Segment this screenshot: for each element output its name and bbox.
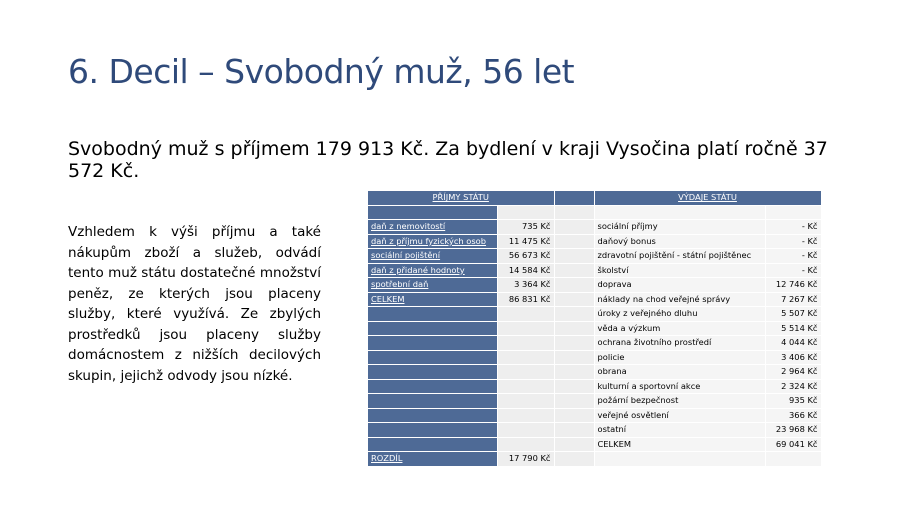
expense-label: CELKEM — [594, 437, 765, 452]
income-label — [368, 365, 497, 380]
income-label — [368, 350, 497, 365]
income-label: daň z příjmu fyzických osob — [368, 234, 497, 249]
gap-cell — [554, 365, 594, 380]
expense-label: sociální příjmy — [594, 220, 765, 235]
gap-cell — [554, 350, 594, 365]
expense-label: úroky z veřejného dluhu — [594, 307, 765, 322]
income-label: sociální pojištění — [368, 249, 497, 264]
expense-label: požární bezpečnost — [594, 394, 765, 409]
gap-cell — [554, 437, 594, 452]
income-value: 17 790 Kč — [497, 452, 554, 466]
expense-label: policie — [594, 350, 765, 365]
income-label: daň z přidané hodnoty — [368, 263, 497, 278]
income-label — [368, 408, 497, 423]
expense-label — [594, 452, 765, 466]
expense-value: 3 406 Kč — [765, 350, 821, 365]
expense-value: 7 267 Kč — [765, 292, 821, 307]
income-value — [497, 394, 554, 409]
income-label — [368, 423, 497, 438]
gap-cell — [554, 205, 594, 220]
expense-value: 2 964 Kč — [765, 365, 821, 380]
income-value — [497, 205, 554, 220]
table-row — [368, 249, 821, 264]
expense-value: 366 Kč — [765, 408, 821, 423]
income-label: CELKEM — [368, 292, 497, 307]
income-label: daň z nemovitostí — [368, 220, 497, 235]
income-value — [497, 437, 554, 452]
table-row — [368, 234, 821, 249]
income-expense-table — [368, 190, 822, 466]
income-value: 3 364 Kč — [497, 278, 554, 293]
table-row — [368, 307, 821, 322]
income-value — [497, 336, 554, 351]
expense-value: - Kč — [765, 263, 821, 278]
income-label — [368, 394, 497, 409]
expense-value: - Kč — [765, 234, 821, 249]
table-row — [368, 205, 821, 220]
gap-cell — [554, 336, 594, 351]
income-value — [497, 423, 554, 438]
table-row — [368, 292, 821, 307]
gap-cell — [554, 220, 594, 235]
gap-cell — [554, 278, 594, 293]
income-value — [497, 408, 554, 423]
expense-label: obrana — [594, 365, 765, 380]
expense-value — [765, 205, 821, 220]
expense-label: veřejné osvětlení — [594, 408, 765, 423]
table-row — [368, 452, 821, 466]
table-row — [368, 437, 821, 452]
income-label — [368, 336, 497, 351]
header-gap — [554, 191, 594, 206]
table-body — [368, 191, 821, 466]
income-value — [497, 321, 554, 336]
expense-label: daňový bonus — [594, 234, 765, 249]
income-value: 56 673 Kč — [497, 249, 554, 264]
table-row — [368, 365, 821, 380]
expense-label: kulturní a sportovní akce — [594, 379, 765, 394]
income-value: 11 475 Kč — [497, 234, 554, 249]
income-value: 14 584 Kč — [497, 263, 554, 278]
expense-label: zdravotní pojištění - státní pojištěnec — [594, 249, 765, 264]
table-row — [368, 336, 821, 351]
income-label: spotřební daň — [368, 278, 497, 293]
income-label — [368, 307, 497, 322]
gap-cell — [554, 307, 594, 322]
table-row — [368, 408, 821, 423]
slide-body-text: Vzhledem k výši příjmu a také nákupům zboží a služeb, odvádí tento muž státu dostatečné množství peněz, ze kterých jsou placeny služby, které využívá. Ze zbylých prostředků jsou placeny služby domácnostem z nižších decilových skupin, jejichž odvody jsou nízké. — [68, 224, 321, 384]
income-label: ROZDÍL — [368, 452, 497, 466]
table-row — [368, 321, 821, 336]
header-income: PŘÍJMY STÁTU — [368, 191, 554, 206]
gap-cell — [554, 292, 594, 307]
table-row — [368, 350, 821, 365]
expense-value: 5 514 Kč — [765, 321, 821, 336]
expense-value: 5 507 Kč — [765, 307, 821, 322]
expense-label: ochrana životního prostředí — [594, 336, 765, 351]
gap-cell — [554, 394, 594, 409]
expense-label: náklady na chod veřejné správy — [594, 292, 765, 307]
gap-cell — [554, 249, 594, 264]
income-value — [497, 350, 554, 365]
expense-label: školství — [594, 263, 765, 278]
income-value — [497, 365, 554, 380]
expense-label: věda a výzkum — [594, 321, 765, 336]
table-row — [368, 423, 821, 438]
expense-value: 4 044 Kč — [765, 336, 821, 351]
expense-value: 935 Kč — [765, 394, 821, 409]
gap-cell — [554, 408, 594, 423]
income-label — [368, 437, 497, 452]
gap-cell — [554, 263, 594, 278]
gap-cell — [554, 234, 594, 249]
gap-cell — [554, 379, 594, 394]
income-label — [368, 321, 497, 336]
slide-title: 6. Decil – Svobodný muž, 56 let — [68, 52, 575, 91]
expense-value — [765, 452, 821, 466]
expense-value: 69 041 Kč — [765, 437, 821, 452]
income-value — [497, 307, 554, 322]
expense-value: - Kč — [765, 220, 821, 235]
slide-subtitle: Svobodný muž s příjmem 179 913 Kč. Za bydlení v kraji Vysočina platí ročně 37 572 Kč. — [68, 138, 828, 182]
expense-value: 12 746 Kč — [765, 278, 821, 293]
gap-cell — [554, 452, 594, 466]
income-value — [497, 379, 554, 394]
expense-label — [594, 205, 765, 220]
income-label — [368, 379, 497, 394]
expense-value: 2 324 Kč — [765, 379, 821, 394]
table-header-row — [368, 191, 821, 206]
table-row — [368, 278, 821, 293]
expense-value: 23 968 Kč — [765, 423, 821, 438]
income-label — [368, 205, 497, 220]
table-row — [368, 220, 821, 235]
header-expenses: VÝDAJE STÁTU — [594, 191, 821, 206]
income-value: 86 831 Kč — [497, 292, 554, 307]
table-row — [368, 263, 821, 278]
expense-label: ostatní — [594, 423, 765, 438]
table-row — [368, 379, 821, 394]
gap-cell — [554, 321, 594, 336]
gap-cell — [554, 423, 594, 438]
expense-label: doprava — [594, 278, 765, 293]
expense-value: - Kč — [765, 249, 821, 264]
table-row — [368, 394, 821, 409]
income-value: 735 Kč — [497, 220, 554, 235]
